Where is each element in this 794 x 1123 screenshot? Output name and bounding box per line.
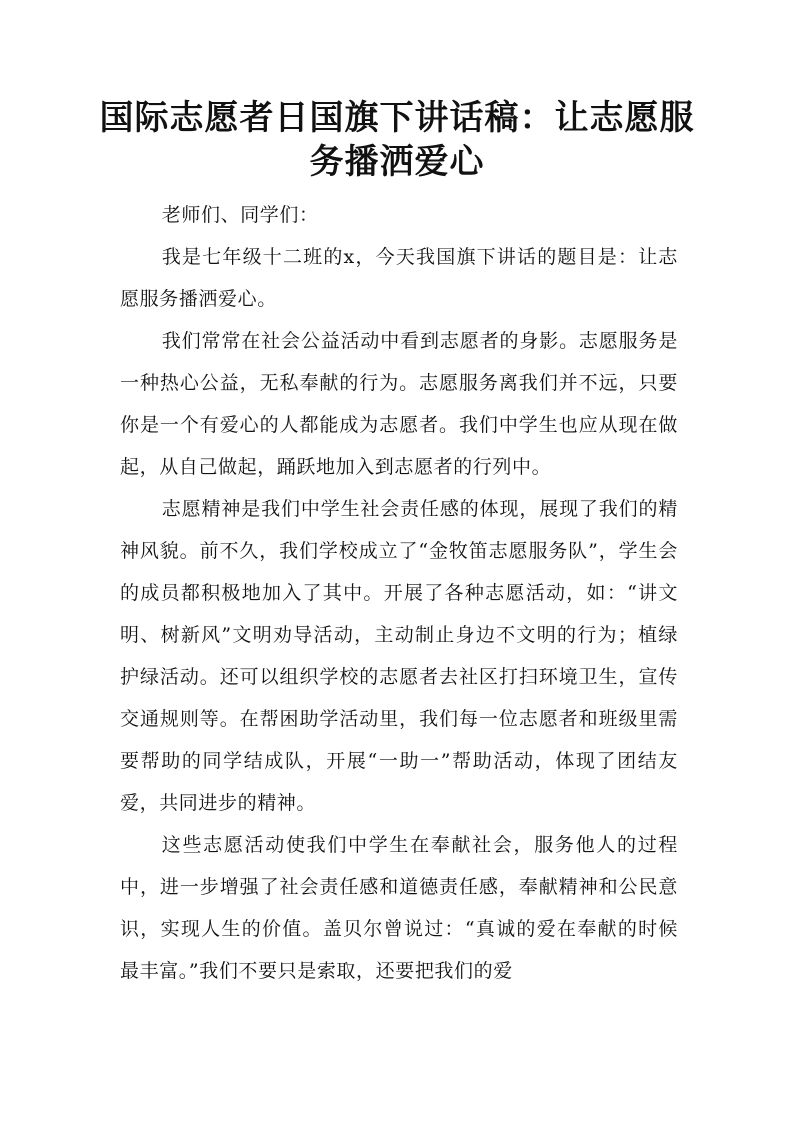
document-title: 国际志愿者日国旗下讲话稿：让志愿服务播洒爱心 xyxy=(99,98,695,182)
document-body xyxy=(120,194,678,992)
paragraph-intro: 我是七年级十二班的x，今天我国旗下讲话的题目是：让志愿服务播洒爱心。 xyxy=(120,246,678,310)
paragraph-volunteer-presence: 我们常常在社会公益活动中看到志愿者的身影。志愿服务是一种热心公益，无私奉献的行为。志愿服务离我们并不远，只要你是一个有爱心的人都能成为志愿者。我们中学生也应从现在做起，从自己做起，踊跃地加入到志愿者的行列中。 xyxy=(120,330,678,478)
paragraph-volunteer-spirit: 志愿精神是我们中学生社会责任感的体现，展现了我们的精神风貌。前不久，我们学校成立了“金牧笛志愿服务队”，学生会的成员都积极地加入了其中。开展了各种志愿活动，如：“讲文明、树新风”文明劝导活动，主动制止身边不文明的行为；植绿护绿活动。还可以组织学校的志愿者去社区打扫环境卫生，宣传交通规则等。在帮困助学活动里，我们每一位志愿者和班级里需要帮助的同学结成队，开展“一助一”帮助活动，体现了团结友爱，共同进步的精神。 xyxy=(120,498,678,814)
greeting: 老师们、同学们： xyxy=(161,204,319,226)
paragraph-activities-value: 这些志愿活动使我们中学生在奉献社会，服务他人的过程中，进一步增强了社会责任感和道德责任感，奉献精神和公民意识，实现人生的价值。盖贝尔曾说过：“真诚的爱在奉献的时候最丰富。”我们不要只是索取，还要把我们的爱 xyxy=(120,834,678,982)
